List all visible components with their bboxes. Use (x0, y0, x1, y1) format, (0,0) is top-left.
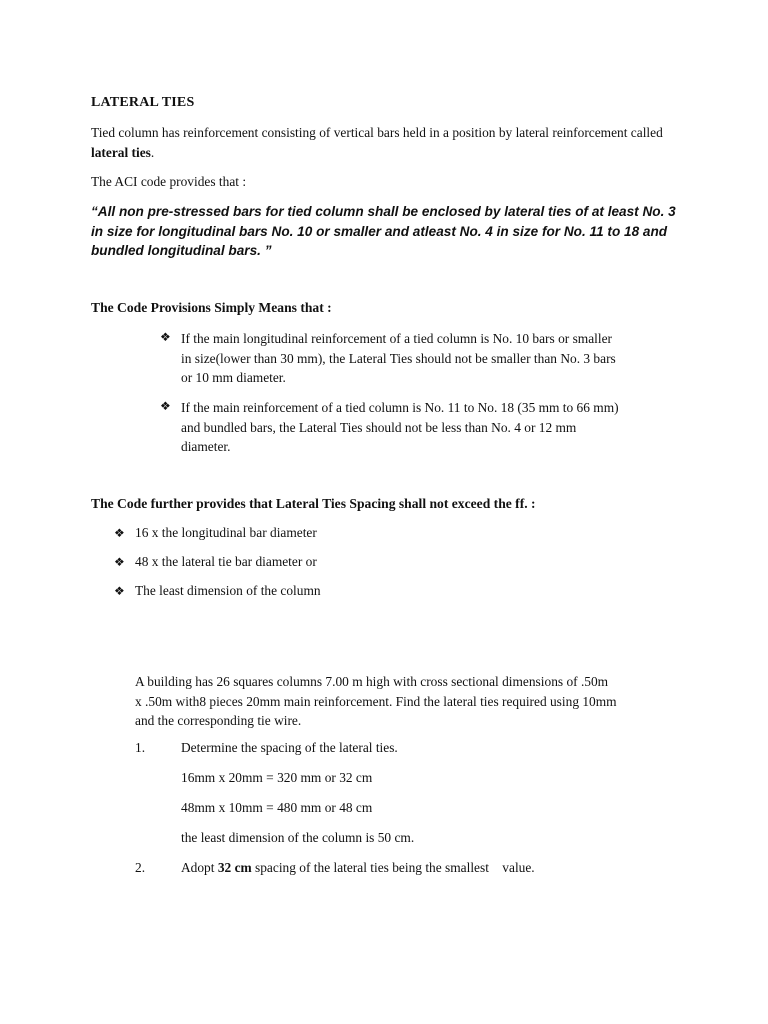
aci-quote: “All non pre-stressed bars for tied column shall be enclosed by lateral ties of at least No. 3 in size for longitudinal bars No. 10 or smaller and atleast No. 4 in size for No. 11 to 18 and bundled longitudinal bars. ” (91, 204, 676, 258)
provision-line: and bundled bars, the Lateral Ties should not be less than No. 4 or 12 mm (181, 419, 577, 435)
bullet-icon: ❖ (160, 330, 171, 344)
intro-text: Tied column has reinforcement consisting of vertical bars held in a position by lateral reinforcement called (91, 125, 663, 140)
step-text: Determine the spacing of the lateral ties. (181, 740, 398, 755)
provision-line: or 10 mm diameter. (181, 370, 286, 385)
bullet-icon: ❖ (114, 526, 125, 540)
provision-line: diameter. (181, 439, 231, 454)
problem-line: and the corresponding tie wire. (135, 713, 302, 728)
aci-intro: The ACI code provides that : (91, 174, 247, 189)
step-number: 1. (135, 740, 146, 755)
provision-line: If the main reinforcement of a tied column is No. 11 to No. 18 (35 mm to 66 mm) (181, 400, 619, 415)
problem-statement (135, 672, 695, 731)
step-number: 2. (135, 860, 146, 875)
provisions-heading: The Code Provisions Simply Means that : (91, 300, 332, 315)
spacing-item: The least dimension of the column (135, 583, 321, 598)
provision-line: in size(lower than 30 mm), the Lateral Ties should not be smaller than No. 3 bars (181, 350, 616, 366)
bullet-icon: ❖ (160, 399, 171, 413)
step2-end: spacing of the lateral ties being the smallest value. (251, 860, 535, 875)
calc-line: 16mm x 20mm = 320 mm or 32 cm (181, 770, 373, 785)
problem-line: x .50m with8 pieces 20mm main reinforcement. Find the lateral ties required using 10mm (135, 693, 617, 709)
calc-line: the least dimension of the column is 50 cm. (181, 830, 415, 845)
page-title: LATERAL TIES (91, 95, 195, 110)
provision-item-1 (181, 329, 701, 388)
step2-value: 32 cm (217, 860, 252, 875)
intro-paragraph (91, 123, 691, 162)
intro-bold-term: lateral ties (91, 144, 151, 160)
spacing-item: 16 x the longitudinal bar diameter (135, 525, 317, 540)
bullet-icon: ❖ (114, 555, 125, 569)
step-text (181, 860, 535, 876)
step2-text: Adopt (181, 860, 218, 875)
provision-item-2 (181, 398, 701, 457)
calc-line: 48mm x 10mm = 480 mm or 48 cm (181, 800, 373, 815)
provision-line: If the main longitudinal reinforcement of a tied column is No. 10 bars or smaller (181, 331, 612, 346)
problem-line: A building has 26 squares columns 7.00 m high with cross sectional dimensions of .50m (135, 674, 609, 689)
spacing-item: 48 x the lateral tie bar diameter or (135, 554, 317, 569)
intro-end: . (150, 144, 155, 160)
bullet-icon: ❖ (114, 584, 125, 598)
spacing-heading: The Code further provides that Lateral Ties Spacing shall not exceed the ff. : (91, 496, 536, 511)
